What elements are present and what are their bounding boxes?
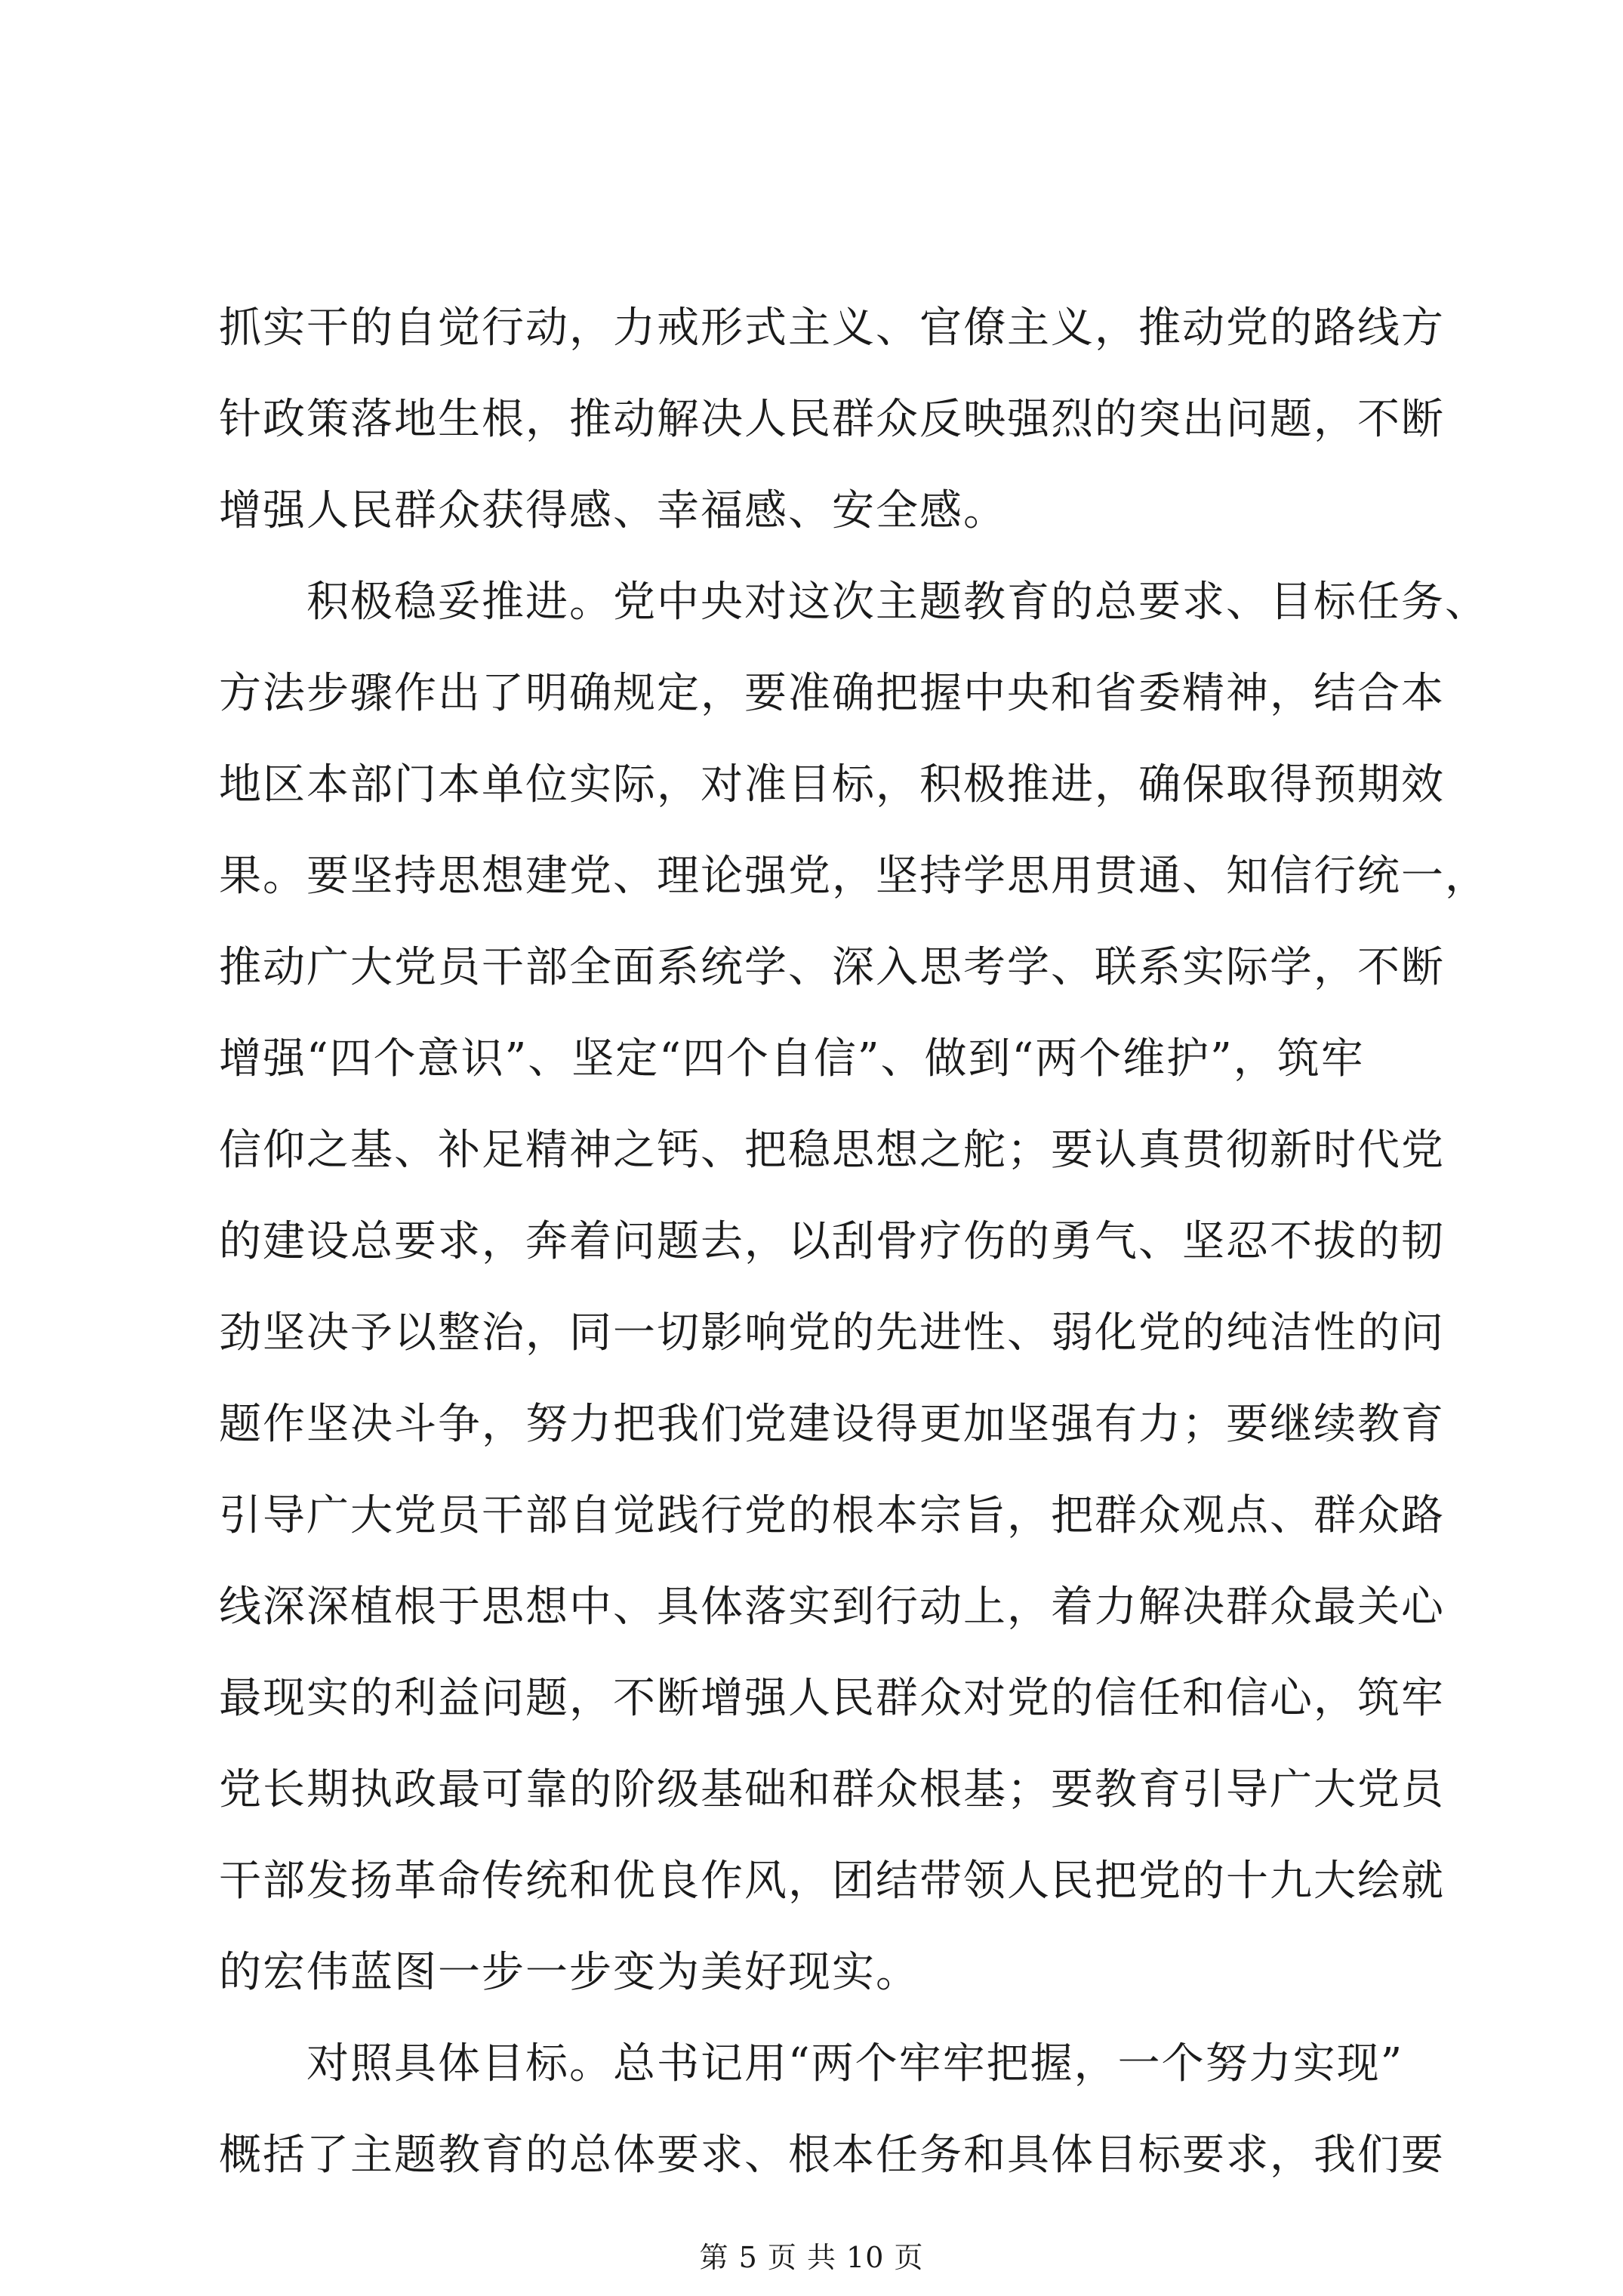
- text-line: 的宏伟蓝图一步一步变为美好现实。: [219, 1948, 919, 1997]
- text-line: 的建设总要求，奔着问题去，以刮骨疗伤的勇气、坚忍不拔的韧: [219, 1217, 1445, 1266]
- text-line: 针政策落地生根，推动解决人民群众反映强烈的突出问题，不断: [219, 395, 1445, 444]
- text-line: 劲坚决予以整治，同一切影响党的先进性、弱化党的纯洁性的问: [219, 1308, 1445, 1358]
- text-line: 推动广大党员干部全面系统学、深入思考学、联系实际学，不断: [219, 943, 1445, 992]
- paragraph-start-line: 对照具体目标。总书记用“两个牢牢把握，一个努力实现”: [219, 2039, 1404, 2088]
- page-number-footer: 第 5 页 共 10 页: [699, 2241, 924, 2274]
- text-line: 干部发扬革命传统和优良作风，团结带领人民把党的十九大绘就: [219, 1857, 1445, 1906]
- text-line: 方法步骤作出了明确规定，要准确把握中央和省委精神，结合本: [219, 669, 1445, 718]
- text-line: 引导广大党员干部自觉践行党的根本宗旨，把群众观点、群众路: [219, 1491, 1445, 1540]
- text-line: 抓实干的自觉行动，力戒形式主义、官僚主义，推动党的路线方: [219, 304, 1445, 353]
- text-line: 增强人民群众获得感、幸福感、安全感。: [219, 486, 1007, 535]
- text-line: 最现实的利益问题，不断增强人民群众对党的信任和信心，筑牢: [219, 1674, 1445, 1723]
- text-line: 线深深植根于思想中、具体落实到行动上，着力解决群众最关心: [219, 1583, 1445, 1632]
- text-line: 果。要坚持思想建党、理论强党，坚持学思用贯通、知信行统一，: [219, 852, 1489, 901]
- paragraph-start-line: 积极稳妥推进。党中央对这次主题教育的总要求、目标任务、: [219, 578, 1489, 627]
- text-line: 题作坚决斗争，努力把我们党建设得更加坚强有力；要继续教育: [219, 1400, 1445, 1449]
- text-line: 党长期执政最可靠的阶级基础和群众根基；要教育引导广大党员: [219, 1765, 1445, 1814]
- text-line: 增强“四个意识”、坚定“四个自信”、做到“两个维护”，筑牢: [219, 1034, 1365, 1083]
- text-line: 概括了主题教育的总体要求、根本任务和具体目标要求，我们要: [219, 2131, 1445, 2180]
- text-line: 信仰之基、补足精神之钙、把稳思想之舵；要认真贯彻新时代党: [219, 1126, 1445, 1175]
- text-line: 地区本部门本单位实际，对准目标，积极推进，确保取得预期效: [219, 760, 1445, 809]
